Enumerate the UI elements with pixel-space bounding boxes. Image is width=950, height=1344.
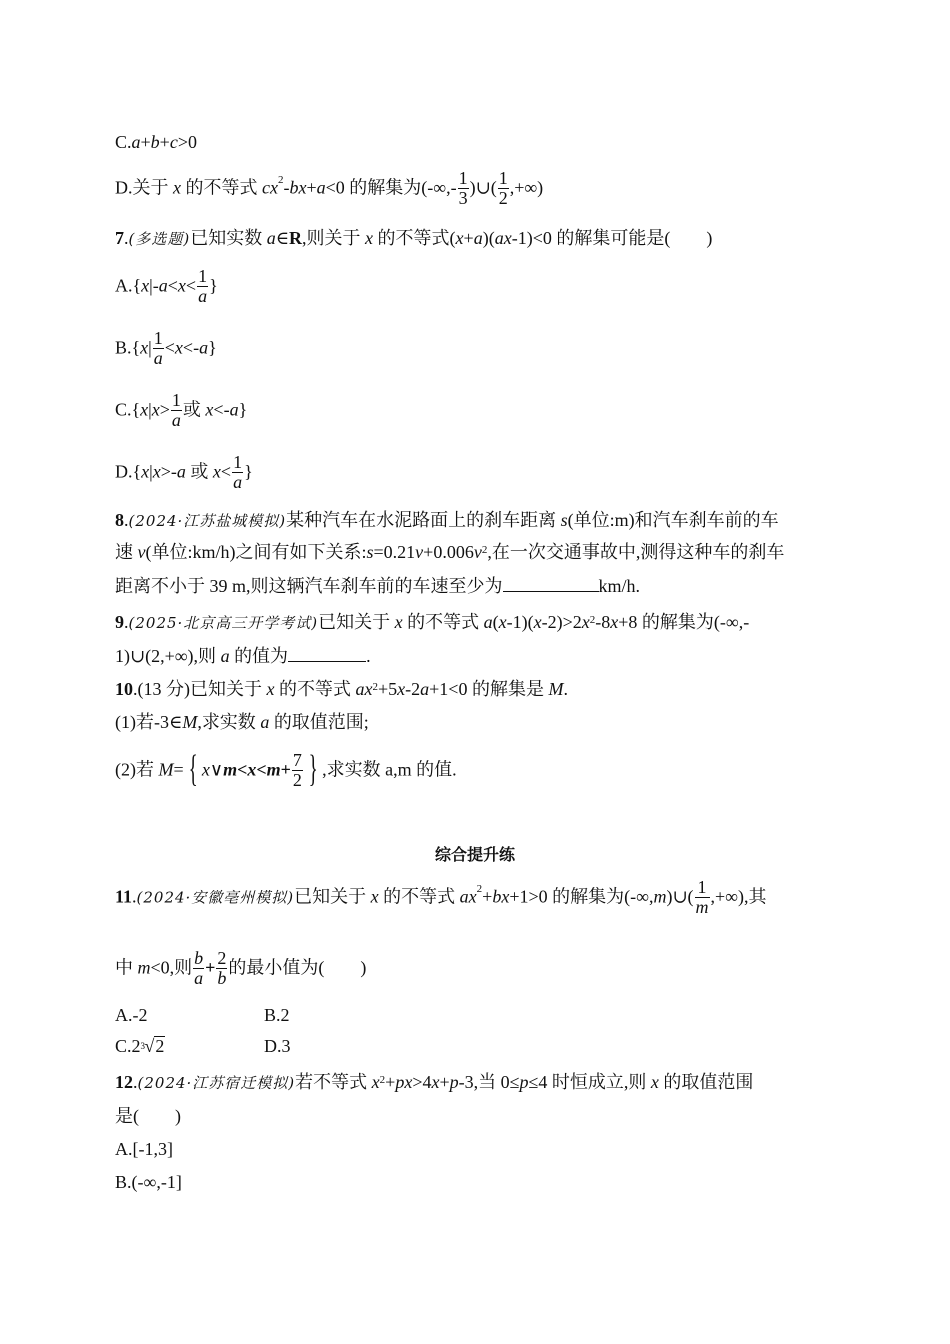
answer-blank[interactable]	[503, 575, 599, 592]
fraction: $\frac{b}{a}$	[194, 948, 204, 988]
q9-line-1: 9.(2025·北京高三开学考试)已知关于 x 的不等式 $a(x-1)(x-2)>2x^2-8x+8$ 的解集为(-∞,-	[115, 612, 750, 632]
q7-option-b: B.{x| $\frac{1}{a}$ <x<-a}	[115, 328, 217, 368]
q11-line-1: 11.(2024·安徽亳州模拟)已知关于 x 的不等式 $ax^2+bx+1>0$ 的解集为(-∞,m)∪( $\frac{1}{m}$ ,+∞),其	[115, 877, 767, 917]
q7-option-a: A.{x|-a<x< $\frac{1}{a}$ }	[115, 266, 218, 306]
q11-option-b: B.2	[264, 1005, 290, 1025]
q10-part-2: (2)若 M= { x∨m<x<m+ $\frac{7}{2}$ } ,求实数 a,m 的值.	[115, 747, 457, 790]
q12-line-1: 12.(2024·江苏宿迁模拟)若不等式 $x^2+px>4x+p-3$,当 0≤p≤4 时恒成立,则 x 的取值范围	[115, 1072, 754, 1092]
q9-line-2: 1)∪(2,+∞),则 a 的值为 .	[115, 646, 371, 666]
q11-option-a: A.-2	[115, 1005, 148, 1025]
q12-option-a: A.[-1,3]	[115, 1139, 173, 1159]
fraction: $\frac{1}{a}$	[171, 390, 181, 430]
q8-line-2: 速 v(单位:km/h)之间有如下关系$:s=0.21v+0.006v^2$,在一次交通事故中,测得这种车的刹车	[115, 542, 785, 562]
q8-line-3: 距离不小于 39 m,则这辆汽车刹车前的车速至少为 km/h.	[115, 576, 641, 596]
fraction: $\frac{1}{a}$	[233, 452, 243, 492]
q11-option-c: C.2 3 √2	[115, 1036, 165, 1056]
q12-line-2: 是( )	[115, 1106, 181, 1126]
fraction: $\frac{1}{m}$	[695, 877, 709, 917]
fraction: $\frac{7}{2}$	[292, 750, 302, 790]
q7-option-d: D.{x|x>-a 或 x< $\frac{1}{a}$ }	[115, 452, 253, 492]
q7-stem: 7.(多选题)已知实数 a∈R,则关于 x 的不等式(x+a)(ax-1)<0 的解集可能是( )	[115, 228, 713, 248]
q8-line-1: 8.(2024·江苏盐城模拟)某种汽车在水泥路面上的刹车距离 s(单位:m)和汽车刹车前的车	[115, 510, 779, 530]
q6-option-d: D.关于 x 的不等式 $cx^2-bx+a<0$ 的解集为(-∞,- $\frac{1}{3}$ )∪( $\frac{1}{2}$ ,+∞)	[115, 168, 544, 208]
fraction: $\frac{1}{2}$	[498, 168, 508, 208]
section-title: 综合提升练	[434, 845, 515, 864]
q7-option-c: C.{x|x> $\frac{1}{a}$ 或 x<-a}	[115, 390, 248, 430]
q12-option-b: B.(-∞,-1]	[115, 1172, 182, 1192]
q11-line-2: 中 m<0,则 $\frac{b}{a}$ + $\frac{2}{b}$ 的最小值为( )	[115, 948, 367, 988]
q10-part-1: (1)若-3∈M,求实数 a 的取值范围;	[115, 712, 369, 732]
right-brace: }	[308, 747, 318, 790]
fraction: $\frac{2}{b}$	[217, 948, 227, 988]
fraction: $\frac{1}{a}$	[153, 328, 163, 368]
left-brace: {	[188, 747, 198, 790]
answer-blank[interactable]	[288, 645, 366, 662]
q11-option-d: D.3	[264, 1036, 291, 1056]
q10-stem: 10.(13 分)已知关于 x 的不等式 $ax^2+5x-2a+1<0$ 的解集是 M.	[115, 679, 568, 699]
fraction: $\frac{1}{3}$	[458, 168, 468, 208]
q6-option-c: C.a+b+c>0	[115, 132, 197, 152]
fraction: $\frac{1}{a}$	[198, 266, 208, 306]
